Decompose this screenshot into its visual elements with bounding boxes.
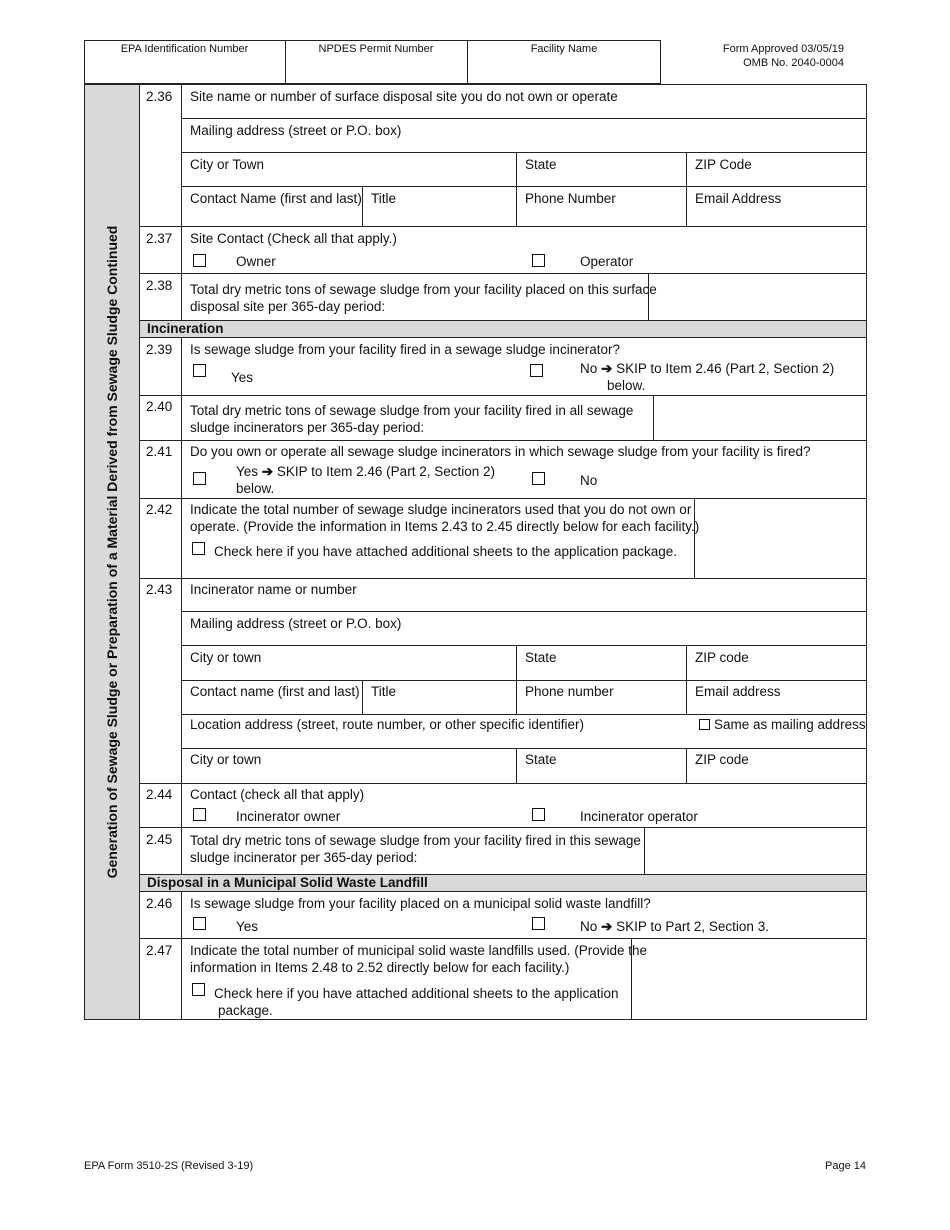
title-field[interactable]: Title bbox=[371, 191, 397, 206]
item-number: 2.42 bbox=[146, 502, 173, 517]
phone-field[interactable]: Phone number bbox=[525, 684, 614, 699]
location-address-field[interactable]: Location address (street, route number, or other specific identifier) bbox=[190, 717, 584, 732]
item-number: 2.38 bbox=[146, 278, 173, 293]
incinerator-tons-label: Total dry metric tons of sewage sludge from your facility fired in this sewage bbox=[190, 833, 641, 848]
yes-skip-label-cont: below. bbox=[236, 481, 275, 496]
item-number: 2.40 bbox=[146, 399, 173, 414]
no-skip-label-cont: below. bbox=[607, 378, 646, 393]
landfill-count-label: Indicate the total number of municipal solid waste landfills used. (Provide the bbox=[190, 943, 647, 958]
incineration-heading-bg bbox=[140, 321, 866, 337]
incinerator-owner-label: Incinerator owner bbox=[236, 809, 341, 824]
item-number: 2.43 bbox=[146, 582, 173, 597]
item-number: 2.36 bbox=[146, 89, 173, 104]
no-checkbox[interactable] bbox=[530, 364, 543, 377]
zip-field[interactable]: ZIP code bbox=[695, 752, 749, 767]
state-field[interactable]: State bbox=[525, 752, 557, 767]
mailing-address-field[interactable]: Mailing address (street or P.O. box) bbox=[190, 616, 402, 631]
title-field[interactable]: Title bbox=[371, 684, 397, 699]
contact-name-field[interactable]: Contact Name (first and last) bbox=[190, 191, 362, 206]
owner-label: Owner bbox=[236, 254, 276, 269]
email-field[interactable]: Email address bbox=[695, 684, 781, 699]
surface-disposal-tons-input[interactable] bbox=[649, 274, 866, 320]
item-number: 2.44 bbox=[146, 787, 173, 802]
landfill-count-input[interactable] bbox=[632, 939, 866, 1020]
incinerator-tons-input[interactable] bbox=[645, 828, 866, 874]
attached-sheets-label-cont: package. bbox=[218, 1003, 273, 1018]
yes-checkbox[interactable] bbox=[193, 472, 206, 485]
all-incinerators-tons-label-cont: sludge incinerators per 365-day period: bbox=[190, 420, 425, 435]
all-incinerators-tons-input[interactable] bbox=[654, 396, 866, 440]
site-name-field[interactable]: Site name or number of surface disposal site you do not own or operate bbox=[190, 89, 618, 104]
item-number: 2.39 bbox=[146, 342, 173, 357]
incinerator-operator-checkbox[interactable] bbox=[532, 808, 545, 821]
attached-sheets-checkbox[interactable] bbox=[192, 542, 205, 555]
zip-field[interactable]: ZIP code bbox=[695, 650, 749, 665]
mailing-address-field[interactable]: Mailing address (street or P.O. box) bbox=[190, 123, 402, 138]
state-field[interactable]: State bbox=[525, 650, 557, 665]
incinerator-count-label-cont: operate. (Provide the information in Items 2.43 to 2.45 directly below for each facility.) bbox=[190, 519, 700, 534]
city-field[interactable]: City or Town bbox=[190, 157, 265, 172]
same-as-mailing-label: Same as mailing address bbox=[714, 717, 866, 732]
contact-question: Contact (check all that apply) bbox=[190, 787, 365, 802]
item-number: 2.41 bbox=[146, 444, 173, 459]
landfill-question: Is sewage sludge from your facility placed on a municipal solid waste landfill? bbox=[190, 896, 651, 911]
form-approved: Form Approved 03/05/19 bbox=[722, 43, 844, 55]
phone-field[interactable]: Phone Number bbox=[525, 191, 616, 206]
no-label: No bbox=[580, 473, 598, 488]
incinerator-operator-label: Incinerator operator bbox=[580, 809, 698, 824]
attached-sheets-checkbox[interactable] bbox=[192, 983, 205, 996]
landfill-heading: Disposal in a Municipal Solid Waste Landfill bbox=[147, 875, 428, 890]
incinerator-question: Is sewage sludge from your facility fired in a sewage sludge incinerator? bbox=[190, 342, 620, 357]
operator-checkbox[interactable] bbox=[532, 254, 545, 267]
no-skip-label: No ➔ SKIP to Part 2, Section 3. bbox=[580, 919, 769, 934]
operator-label: Operator bbox=[580, 254, 634, 269]
own-operate-question: Do you own or operate all sewage sludge incinerators in which sewage sludge from your facility is fired? bbox=[190, 444, 811, 459]
incinerator-owner-checkbox[interactable] bbox=[193, 808, 206, 821]
incinerator-name-field[interactable]: Incinerator name or number bbox=[190, 582, 357, 597]
npdes-label: NPDES Permit Number bbox=[318, 43, 434, 55]
item-number: 2.37 bbox=[146, 231, 173, 246]
omb-number: OMB No. 2040-0004 bbox=[743, 57, 844, 69]
yes-label: Yes bbox=[231, 370, 254, 385]
attached-sheets-label: Check here if you have attached additional sheets to the application bbox=[214, 986, 619, 1001]
yes-checkbox[interactable] bbox=[193, 364, 206, 377]
attached-sheets-label: Check here if you have attached additional sheets to the application package. bbox=[214, 544, 678, 559]
incinerator-count-label: Indicate the total number of sewage sludge incinerators used that you do not own or bbox=[190, 502, 692, 517]
surface-disposal-tons-label-cont: disposal site per 365-day period: bbox=[190, 299, 386, 314]
contact-name-field[interactable]: Contact name (first and last) bbox=[190, 684, 360, 699]
same-as-mailing-checkbox[interactable] bbox=[699, 719, 710, 730]
city-field[interactable]: City or town bbox=[190, 752, 262, 767]
state-field[interactable]: State bbox=[525, 157, 557, 172]
surface-disposal-tons-label: Total dry metric tons of sewage sludge from your facility placed on this surface bbox=[190, 282, 657, 297]
email-field[interactable]: Email Address bbox=[695, 191, 782, 206]
yes-label: Yes bbox=[236, 919, 259, 934]
facility-label: Facility Name bbox=[530, 43, 598, 55]
site-contact-question: Site Contact (Check all that apply.) bbox=[190, 231, 397, 246]
zip-field[interactable]: ZIP Code bbox=[695, 157, 752, 172]
no-checkbox[interactable] bbox=[532, 917, 545, 930]
city-field[interactable]: City or town bbox=[190, 650, 262, 665]
incinerator-tons-label-cont: sludge incinerator per 365-day period: bbox=[190, 850, 418, 865]
form-number: EPA Form 3510-2S (Revised 3-19) bbox=[84, 1160, 254, 1172]
no-checkbox[interactable] bbox=[532, 472, 545, 485]
landfill-count-label-cont: information in Items 2.48 to 2.52 directly below for each facility.) bbox=[190, 960, 570, 975]
all-incinerators-tons-label: Total dry metric tons of sewage sludge from your facility fired in all sewage bbox=[190, 403, 634, 418]
item-number: 2.45 bbox=[146, 832, 173, 847]
page-number: Page 14 bbox=[825, 1160, 866, 1172]
incineration-heading: Incineration bbox=[147, 321, 224, 336]
incinerator-count-input[interactable] bbox=[695, 499, 866, 578]
owner-checkbox[interactable] bbox=[193, 254, 206, 267]
yes-checkbox[interactable] bbox=[193, 917, 206, 930]
item-number: 2.47 bbox=[146, 943, 173, 958]
no-skip-label: No ➔ SKIP to Item 2.46 (Part 2, Section 2) bbox=[580, 361, 835, 376]
yes-skip-label: Yes ➔ SKIP to Item 2.46 (Part 2, Section 2) bbox=[236, 464, 495, 479]
item-number: 2.46 bbox=[146, 896, 173, 911]
epa-id-label: EPA Identification Number bbox=[120, 43, 249, 55]
